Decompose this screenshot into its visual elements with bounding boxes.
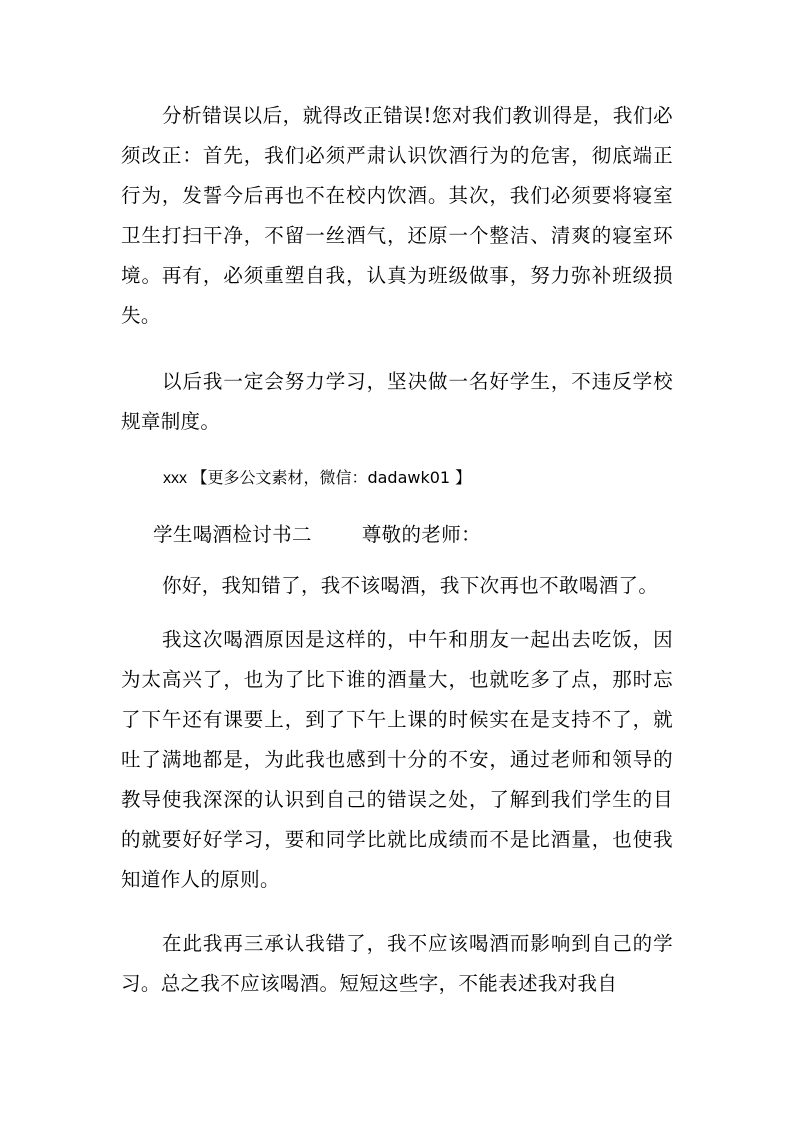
second-letter-title: 学生喝酒检讨书二 bbox=[153, 523, 312, 546]
paragraph-promise: 以后我一定会努力学习，坚决做一名好学生，不违反学校规章制度。 bbox=[121, 370, 673, 433]
paragraph-apology: 你好，我知错了，我不该喝酒，我下次再也不敢喝酒了。 bbox=[162, 574, 659, 597]
reference-note: 【更多公文素材，微信：dadawk01 】 bbox=[191, 468, 472, 487]
salutation: 尊敬的老师： bbox=[361, 523, 481, 546]
signature-line bbox=[163, 463, 471, 494]
paragraph-reason: 我这次喝酒原因是这样的，中午和朋友一起出去吃饭，因为太高兴了，也为了比下谁的酒量大，也就吃多了点，那时忘了下午还有课要上，到了下午上课的时候实在是支持不了，就吐了满地都是，为此我也感到十分的不安，通过老师和领导的教导使我深深的认识到自己的错误之处，了解到我们学生的目的就要好好学习，要和同学比就比成绩而不是比酒量，也使我知道作人的原则。 bbox=[121, 628, 673, 891]
paragraph-admission: 在此我再三承认我错了，我不应该喝酒而影响到自己的学习。总之我不应该喝酒。短短这些字，不能表述我对我自 bbox=[121, 932, 673, 995]
signature-name: xxx bbox=[163, 470, 187, 487]
second-letter-heading bbox=[153, 515, 481, 555]
paragraph-correction: 分析错误以后，就得改正错误!您对我们教训得是，我们必须改正：首先，我们必须严肃认识饮酒行为的危害，彻底端正行为，发誓今后再也不在校内饮酒。其次，我们必须要将寝室卫生打扫干净，不留一丝酒气，还原一个整洁、清爽的寝室环境。再有，必须重塑自我，认真为班级做事，努力弥补班级损失。 bbox=[121, 104, 673, 327]
